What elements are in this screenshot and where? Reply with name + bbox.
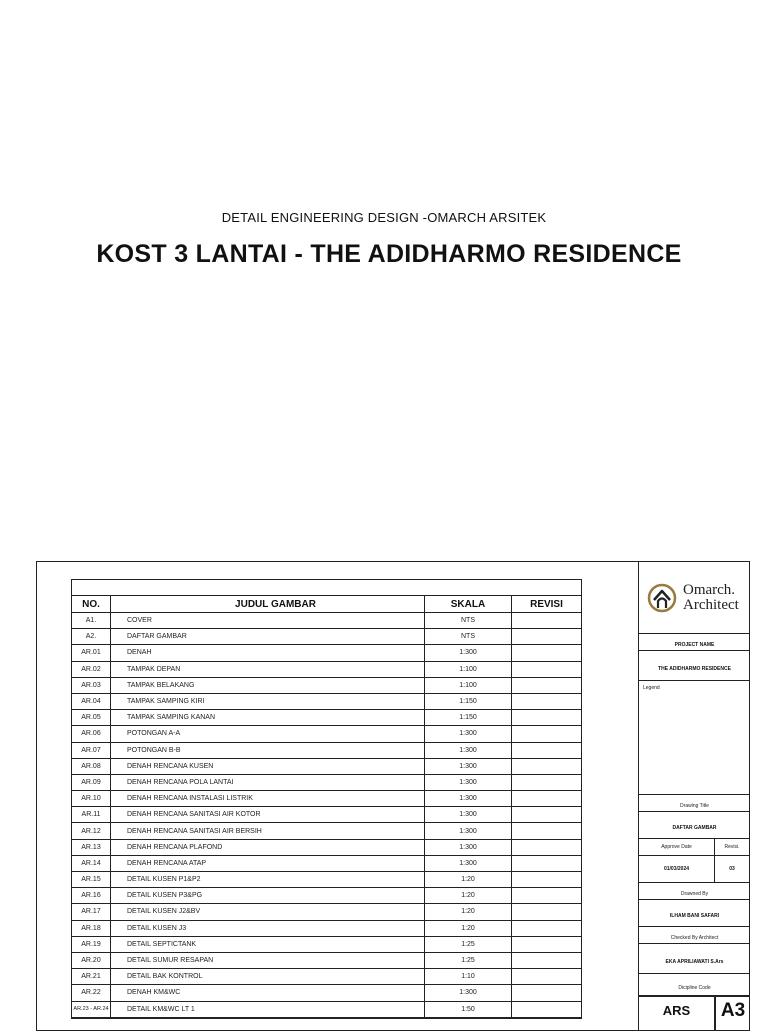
row-judul-gambar: DETAIL BAK KONTROL [111,969,425,985]
drawing-title-label-cell [639,794,750,811]
row-revisi [512,677,582,693]
table-row [72,677,581,693]
row-revisi [512,855,582,871]
approve-date-value-row [639,855,750,882]
row-revisi [512,1001,582,1017]
table-row [72,969,581,985]
row-skala: 1:300 [425,823,512,839]
row-revisi [512,693,582,709]
column-header-judul: JUDUL GAMBAR [111,596,425,613]
row-no: AR.15 [72,872,111,888]
row-skala: 1:300 [425,985,512,1001]
row-skala: 1:300 [425,855,512,871]
row-skala: 1:20 [425,888,512,904]
project-name-value: THE ADIDHARMO RESIDENCE [658,666,731,672]
sheet-size-value: A3 [720,1000,746,1021]
row-no: AR.14 [72,855,111,871]
row-skala: NTS [425,613,512,629]
table-row [72,758,581,774]
row-judul-gambar: DAFTAR GAMBAR [111,629,425,645]
row-skala: 1:300 [425,758,512,774]
row-no: AR.09 [72,774,111,790]
row-revisi [512,823,582,839]
company-name [683,583,739,613]
discipline-code-row [639,995,750,1031]
column-header-no: NO. [72,596,111,613]
row-judul-gambar: DENAH KM&WC [111,985,425,1001]
row-judul-gambar: DETAIL SEPTICTANK [111,936,425,952]
title-block [638,561,750,1031]
table-row [72,823,581,839]
row-revisi [512,645,582,661]
row-skala: NTS [425,629,512,645]
table-row [72,952,581,968]
table-row [72,645,581,661]
table-row [72,872,581,888]
row-revisi [512,726,582,742]
row-revisi [512,969,582,985]
checked-by-label: Checked By Architect [670,935,719,941]
drawing-title-value: DAFTAR GAMBAR [672,825,717,831]
company-logo [647,581,747,617]
company-name-line1: Omarch. [683,582,736,598]
row-judul-gambar: DENAH RENCANA SANITASI AIR KOTOR [111,807,425,823]
drawn-by-value: ILHAM BANI SAFARI [669,913,720,919]
discipline-code-value: ARS [662,1003,691,1018]
column-header-revisi: REVISI [512,596,582,613]
project-name-cell [639,650,750,680]
row-judul-gambar: DENAH RENCANA KUSEN [111,758,425,774]
row-no: AR.23 - AR.24 [72,1001,111,1017]
column-header-skala: SKALA [425,596,512,613]
row-skala: 1:300 [425,645,512,661]
row-revisi [512,904,582,920]
row-revisi [512,807,582,823]
row-skala: 1:100 [425,677,512,693]
table-row [72,726,581,742]
table-row [72,920,581,936]
row-judul-gambar: DETAIL KM&WC LT 1 [111,1001,425,1017]
discipline-label-cell [639,973,750,995]
row-no: AR.10 [72,791,111,807]
row-no: AR.17 [72,904,111,920]
row-revisi [512,920,582,936]
document-subtitle: DETAIL ENGINEERING DESIGN -OMARCH ARSITEK [221,210,547,225]
row-skala: 1:300 [425,742,512,758]
row-skala: 1:20 [425,904,512,920]
table-row [72,855,581,871]
row-revisi [512,872,582,888]
row-judul-gambar: DETAIL KUSEN J3 [111,920,425,936]
table-row [72,661,581,677]
table-row [72,904,581,920]
document-title: KOST 3 LANTAI - THE ADIDHARMO RESIDENCE [96,240,682,268]
row-no: AR.03 [72,677,111,693]
row-judul-gambar: DENAH RENCANA POLA LANTAI [111,774,425,790]
row-no: A2. [72,629,111,645]
row-revisi [512,774,582,790]
table-row [72,629,581,645]
row-judul-gambar: DENAH RENCANA SANITASI AIR BERSIH [111,823,425,839]
row-skala: 1:300 [425,726,512,742]
row-no: AR.12 [72,823,111,839]
row-revisi [512,742,582,758]
row-judul-gambar: DETAIL KUSEN J2&BV [111,904,425,920]
drawing-title-cell [639,811,750,838]
table-row [72,693,581,709]
row-skala: 1:150 [425,693,512,709]
checked-by-cell [639,943,750,973]
drawn-by-label: Drawned By [680,891,709,897]
row-revisi [512,629,582,645]
approve-date-label: Approve Date [661,844,692,850]
row-judul-gambar: POTONGAN B-B [111,742,425,758]
row-skala: 1:25 [425,936,512,952]
row-judul-gambar: DETAIL KUSEN P1&P2 [111,872,425,888]
row-no: AR.20 [72,952,111,968]
table-row [72,613,581,629]
drawing-list [72,596,581,1018]
row-no: AR.18 [72,920,111,936]
row-judul-gambar: DENAH RENCANA PLAFOND [111,839,425,855]
row-judul-gambar: DENAH RENCANA ATAP [111,855,425,871]
legend-label: Legend [643,685,660,691]
row-judul-gambar: DETAIL KUSEN P3&PG [111,888,425,904]
row-no: AR.16 [72,888,111,904]
house-logo-icon [647,581,677,613]
row-no: AR.06 [72,726,111,742]
row-revisi [512,710,582,726]
table-row [72,1001,581,1017]
row-skala: 1:20 [425,872,512,888]
row-judul-gambar: POTONGAN A-A [111,726,425,742]
drawn-by-cell [639,899,750,926]
row-no: AR.11 [72,807,111,823]
row-no: AR.02 [72,661,111,677]
row-judul-gambar: DENAH RENCANA INSTALASI LISTRIK [111,791,425,807]
checked-by-value: EKA APRILIAWATI S.Ars [665,959,724,965]
row-revisi [512,936,582,952]
row-no: A1. [72,613,111,629]
row-revisi [512,888,582,904]
row-skala: 1:25 [425,952,512,968]
row-skala: 1:50 [425,1001,512,1017]
table-row [72,936,581,952]
table-row [72,888,581,904]
row-revisi [512,839,582,855]
row-skala: 1:10 [425,969,512,985]
approve-date-value: 01/03/2024 [663,866,690,872]
row-judul-gambar: TAMPAK SAMPING KIRI [111,693,425,709]
row-judul-gambar: COVER [111,613,425,629]
table-header-row [72,596,581,613]
project-name-label-cell [639,633,750,650]
table-row [72,742,581,758]
row-no: AR.21 [72,969,111,985]
company-name-line2: Architect [683,597,739,613]
table-top-spacer [72,580,581,596]
table-row [72,807,581,823]
row-revisi [512,661,582,677]
drawing-title-label: Drawing Title [680,803,709,809]
row-skala: 1:300 [425,839,512,855]
table-row [72,710,581,726]
project-name-label: PROJECT NAME [674,642,715,648]
row-no: AR.13 [72,839,111,855]
approve-date-label-row [639,838,750,855]
row-skala: 1:300 [425,791,512,807]
row-revisi [512,985,582,1001]
row-no: AR.22 [72,985,111,1001]
row-no: AR.19 [72,936,111,952]
row-no: AR.01 [72,645,111,661]
table-row [72,791,581,807]
row-revisi [512,791,582,807]
row-no: AR.04 [72,693,111,709]
row-revisi [512,952,582,968]
checked-by-label-cell [639,926,750,943]
row-judul-gambar: DETAIL SUMUR RESAPAN [111,952,425,968]
drawing-list-table [71,579,582,1019]
row-skala: 1:300 [425,774,512,790]
row-no: AR.05 [72,710,111,726]
row-judul-gambar: DENAH [111,645,425,661]
drawn-by-label-cell [639,882,750,899]
table-row [72,985,581,1001]
row-judul-gambar: TAMPAK SAMPING KANAN [111,710,425,726]
row-judul-gambar: TAMPAK BELAKANG [111,677,425,693]
row-no: AR.07 [72,742,111,758]
legend-cell [639,680,750,794]
row-revisi [512,613,582,629]
table-row [72,839,581,855]
revisi-value: 03 [729,866,735,872]
row-skala: 1:150 [425,710,512,726]
table-row [72,774,581,790]
row-judul-gambar: TAMPAK DEPAN [111,661,425,677]
row-no: AR.08 [72,758,111,774]
discipline-label: Dicipline Code [678,985,711,991]
row-skala: 1:20 [425,920,512,936]
row-skala: 1:300 [425,807,512,823]
row-skala: 1:100 [425,661,512,677]
row-revisi [512,758,582,774]
revisi-label: Revisi. [724,844,740,850]
